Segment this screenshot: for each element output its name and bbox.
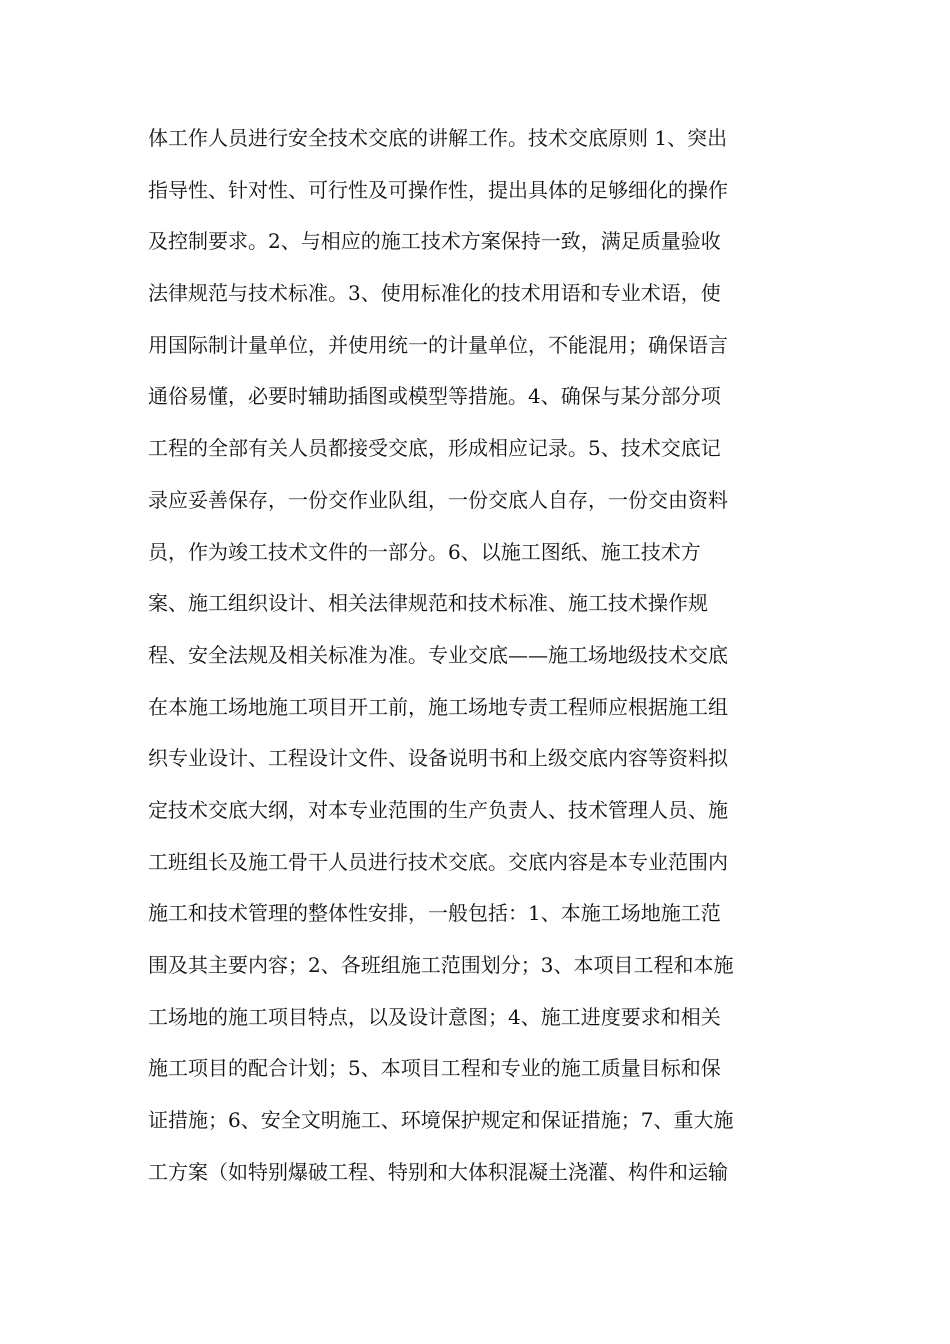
text-line: 在本施工场地施工项目开工前，施工场地专责工程师应根据施工组 (148, 694, 728, 719)
text-line: 指导性、针对性、可行性及可操作性，提出具体的足够细化的操作 (148, 177, 728, 202)
body-text (148, 116, 808, 1201)
text-line: 工班组长及施工骨干人员进行技术交底。交底内容是本专业范围内 (148, 849, 728, 874)
text-line: 案、施工组织设计、相关法律规范和技术标准、施工技术操作规 (148, 591, 708, 616)
text-line: 体工作人员进行安全技术交底的讲解工作。技术交底原则 1、突出 (148, 126, 728, 150)
text-line: 施工和技术管理的整体性安排，一般包括：1、本施工场地施工范 (148, 901, 721, 926)
text-line: 工方案（如特别爆破工程、特别和大体积混凝土浇灌、构件和运输 (148, 1159, 728, 1184)
text-line: 程、安全法规及相关标准为准。专业交底——施工场地级技术交底 (148, 642, 728, 667)
text-line: 工程的全部有关人员都接受交底，形成相应记录。5、技术交底记 (148, 436, 721, 461)
text-line: 围及其主要内容；2、各班组施工范围划分；3、本项目工程和本施 (148, 953, 734, 977)
text-line: 员，作为竣工技术文件的一部分。6、以施工图纸、施工技术方 (148, 539, 701, 564)
text-line: 施工项目的配合计划；5、本项目工程和专业的施工质量目标和保 (148, 1056, 721, 1081)
text-line: 及控制要求。2、与相应的施工技术方案保持一致，满足质量验收 (148, 229, 721, 254)
text-line: 工场地的施工项目特点，以及设计意图；4、施工进度要求和相关 (148, 1004, 721, 1029)
text-line: 织专业设计、工程设计文件、设备说明书和上级交底内容等资料拟 (148, 746, 728, 771)
text-line: 定技术交底大纲，对本专业范围的生产负责人、技术管理人员、施 (148, 797, 728, 822)
text-line: 录应妥善保存，一份交作业队组，一份交底人自存，一份交由资料 (148, 487, 728, 512)
text-line: 证措施；6、安全文明施工、环境保护规定和保证措施；7、重大施 (148, 1108, 734, 1133)
text-line: 通俗易懂，必要时辅助插图或模型等措施。4、确保与某分部分项 (148, 384, 721, 409)
text-line: 用国际制计量单位，并使用统一的计量单位，不能混用；确保语言 (148, 332, 728, 357)
text-line: 法律规范与技术标准。3、使用标准化的技术用语和专业术语，使 (148, 281, 721, 306)
